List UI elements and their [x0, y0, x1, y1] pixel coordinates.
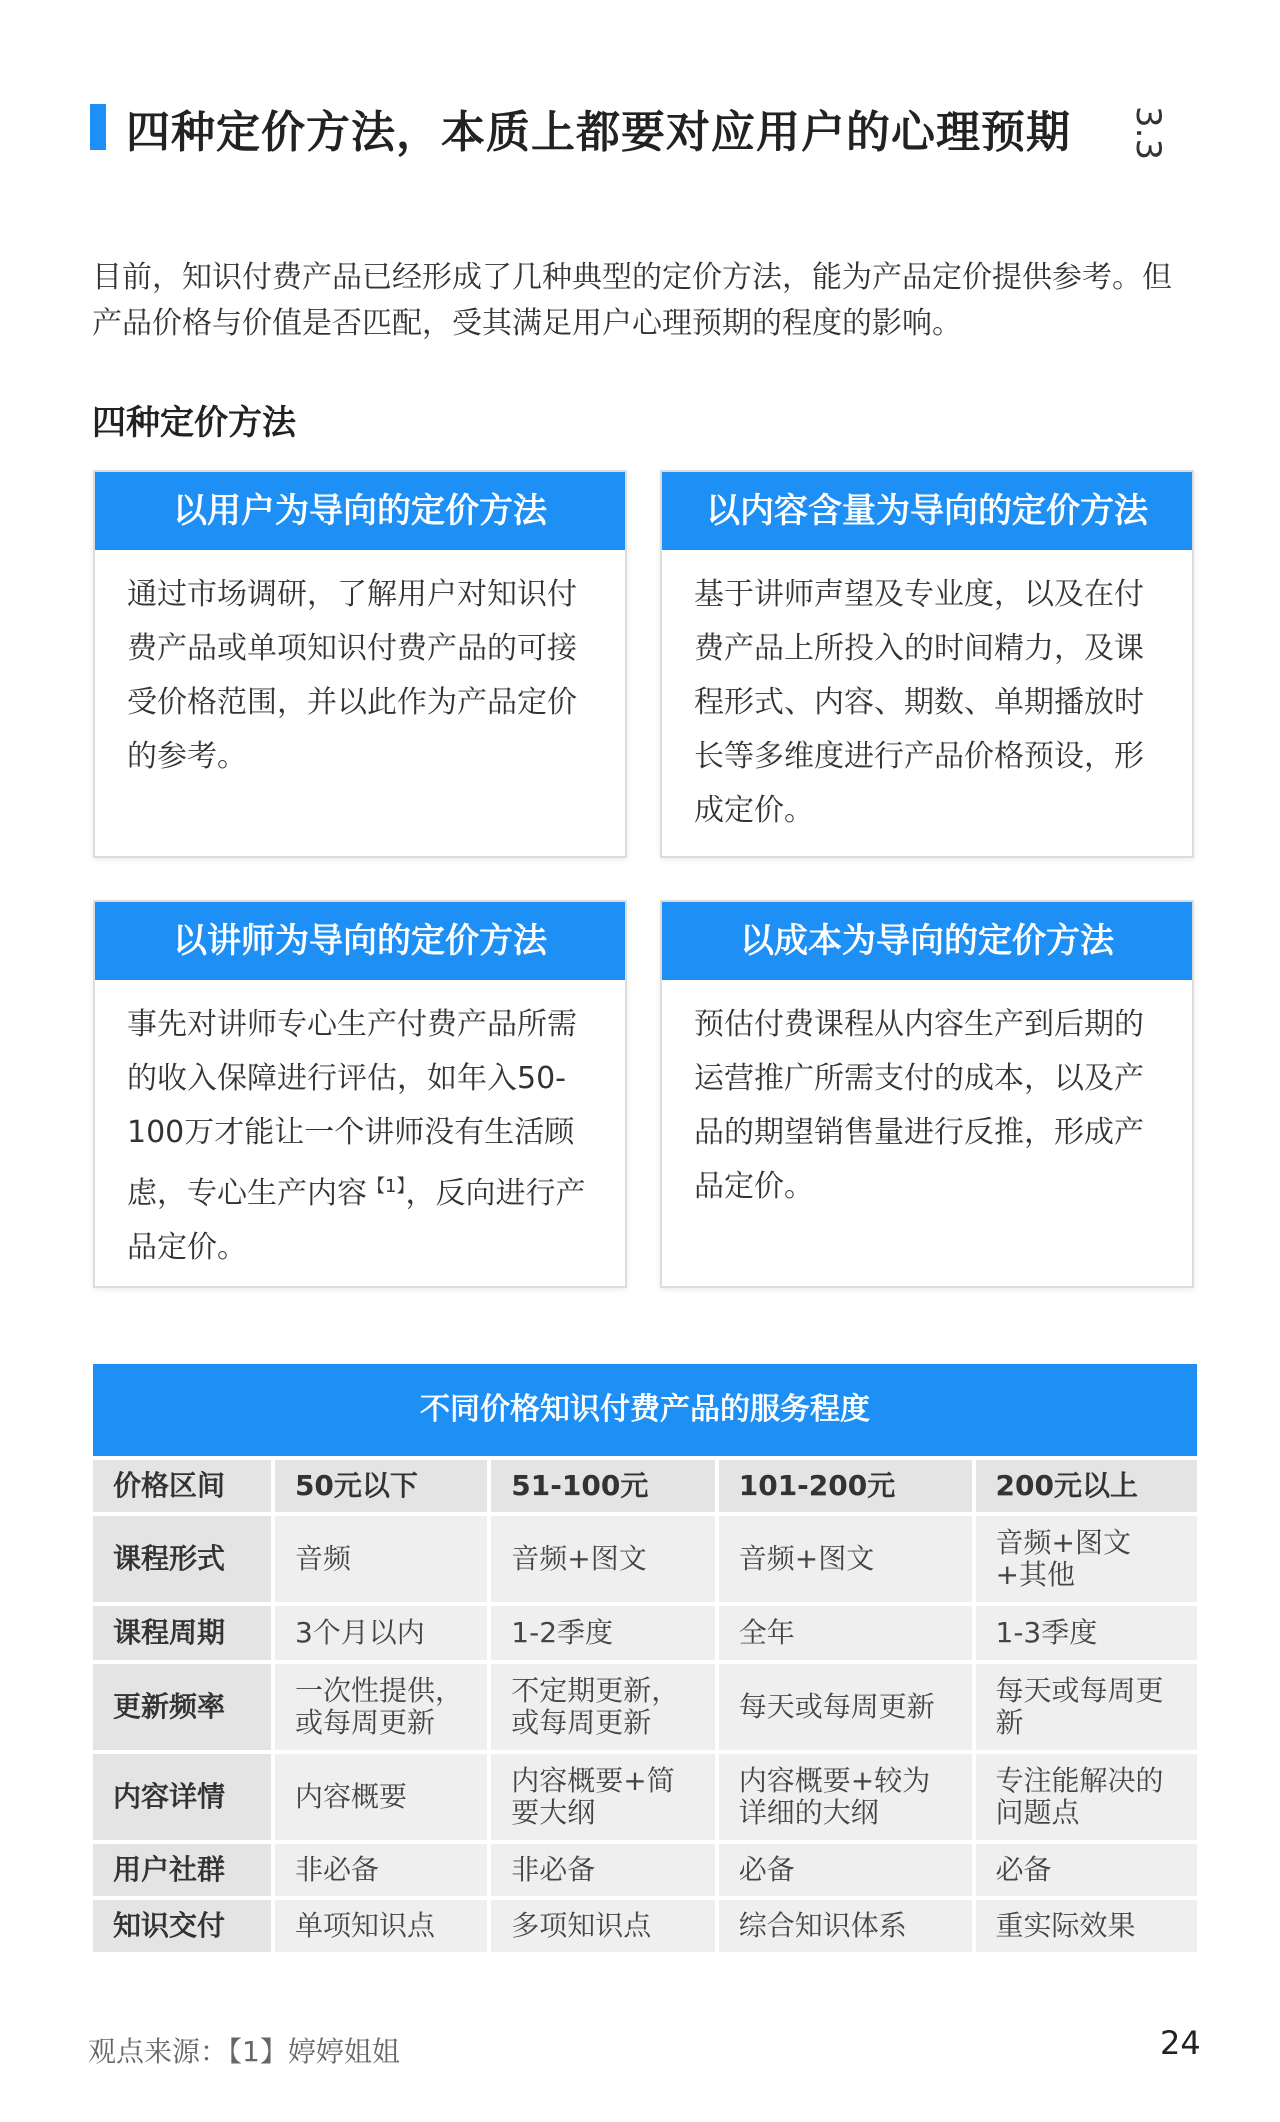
- card-title: 以用户为导向的定价方法: [95, 472, 625, 550]
- intro-paragraph: 目前，知识付费产品已经形成了几种典型的定价方法，能为产品定价提供参考。但产品价格与价值是否匹配，受其满足用户心理预期的程度的影响。: [92, 260, 1172, 341]
- table-cell: 单项知识点: [275, 1900, 487, 1952]
- header-cell: 101-200元: [719, 1460, 972, 1512]
- pricing-card-lecturer: [93, 900, 627, 1288]
- header-cell: 51-100元: [491, 1460, 714, 1512]
- source-note: 观点来源：【1】婷婷姐姐: [88, 2035, 400, 2068]
- table-title: 不同价格知识付费产品的服务程度: [93, 1364, 1197, 1456]
- header-cell: 50元以下: [275, 1460, 487, 1512]
- pricing-card-cost: [660, 900, 1194, 1288]
- section-number: 3.3: [1128, 106, 1168, 161]
- row-label: 课程形式: [93, 1516, 271, 1602]
- card-title: 以成本为导向的定价方法: [662, 902, 1192, 980]
- table-cell: 必备: [719, 1844, 972, 1896]
- table-cell: 一次性提供，或每周更新: [275, 1664, 487, 1750]
- page-number: 24: [1160, 2024, 1201, 2062]
- row-label: 更新频率: [93, 1664, 271, 1750]
- table-cell: 1-3季度: [976, 1606, 1197, 1660]
- pricing-card-content: [660, 470, 1194, 858]
- table-cell: 每天或每周更新: [976, 1664, 1197, 1750]
- card-title: 以内容含量为导向的定价方法: [662, 472, 1192, 550]
- table-cell: 非必备: [275, 1844, 487, 1896]
- card-title: 以讲师为导向的定价方法: [95, 902, 625, 980]
- table-cell: 非必备: [491, 1844, 714, 1896]
- table-cell: 内容概要+简要大纲: [491, 1754, 714, 1840]
- card-text-tail: ，反向进行产品定价。: [127, 1176, 586, 1265]
- pricing-card-user: [93, 470, 627, 858]
- table-cell: 专注能解决的问题点: [976, 1754, 1197, 1840]
- service-level-table: [93, 1364, 1197, 1956]
- table-cell: 1-2季度: [491, 1606, 714, 1660]
- card-text: 通过市场调研，了解用户对知识付费产品或单项知识付费产品的可接受价格范围，并以此作为产品定价的参考。: [127, 577, 577, 774]
- header-cell: 200元以上: [976, 1460, 1197, 1512]
- header-cell: 价格区间: [93, 1460, 271, 1512]
- table-cell: 音频+图文+其他: [976, 1516, 1197, 1602]
- table-header-row: [93, 1460, 1197, 1512]
- card-text: 预估付费课程从内容生产到后期的运营推广所需支付的成本，以及产品的期望销售量进行反推，形成产品定价。: [694, 1007, 1144, 1204]
- table-row: [93, 1664, 1197, 1750]
- table-cell: 每天或每周更新: [719, 1664, 972, 1750]
- table-cell: 内容概要: [275, 1754, 487, 1840]
- table-cell: 综合知识体系: [719, 1900, 972, 1952]
- table-cell: 音频+图文: [491, 1516, 714, 1602]
- card-text: 基于讲师声望及专业度，以及在付费产品上所投入的时间精力，及课程形式、内容、期数、单期播放时长等多维度进行产品价格预设，形成定价。: [694, 577, 1144, 828]
- reference-mark: 【1】: [367, 1176, 406, 1197]
- table-cell: 重实际效果: [976, 1900, 1197, 1952]
- table-cell: 音频: [275, 1516, 487, 1602]
- title-accent-bar: [90, 104, 106, 150]
- row-label: 用户社群: [93, 1844, 271, 1896]
- service-table-grid: [89, 1456, 1201, 1956]
- table-cell: 内容概要+较为详细的大纲: [719, 1754, 972, 1840]
- row-label: 知识交付: [93, 1900, 271, 1952]
- table-row: [93, 1606, 1197, 1660]
- table-cell: 多项知识点: [491, 1900, 714, 1952]
- card-text-main: 事先对讲师专心生产付费产品所需的收入保障进行评估，如年入50-100万才能让一个讲师没有生活顾虑，专心生产内容: [127, 1007, 577, 1211]
- card-text: [95, 980, 625, 1275]
- page-title: 四种定价方法，本质上都要对应用户的心理预期: [126, 107, 1071, 158]
- table-row: [93, 1516, 1197, 1602]
- table-cell: 音频+图文: [719, 1516, 972, 1602]
- table-row: [93, 1900, 1197, 1952]
- table-cell: 必备: [976, 1844, 1197, 1896]
- table-row: [93, 1754, 1197, 1840]
- table-cell: 3个月以内: [275, 1606, 487, 1660]
- table-cell: 不定期更新，或每周更新: [491, 1664, 714, 1750]
- table-row: [93, 1844, 1197, 1896]
- row-label: 内容详情: [93, 1754, 271, 1840]
- row-label: 课程周期: [93, 1606, 271, 1660]
- table-cell: 全年: [719, 1606, 972, 1660]
- section-title: 四种定价方法: [92, 403, 296, 443]
